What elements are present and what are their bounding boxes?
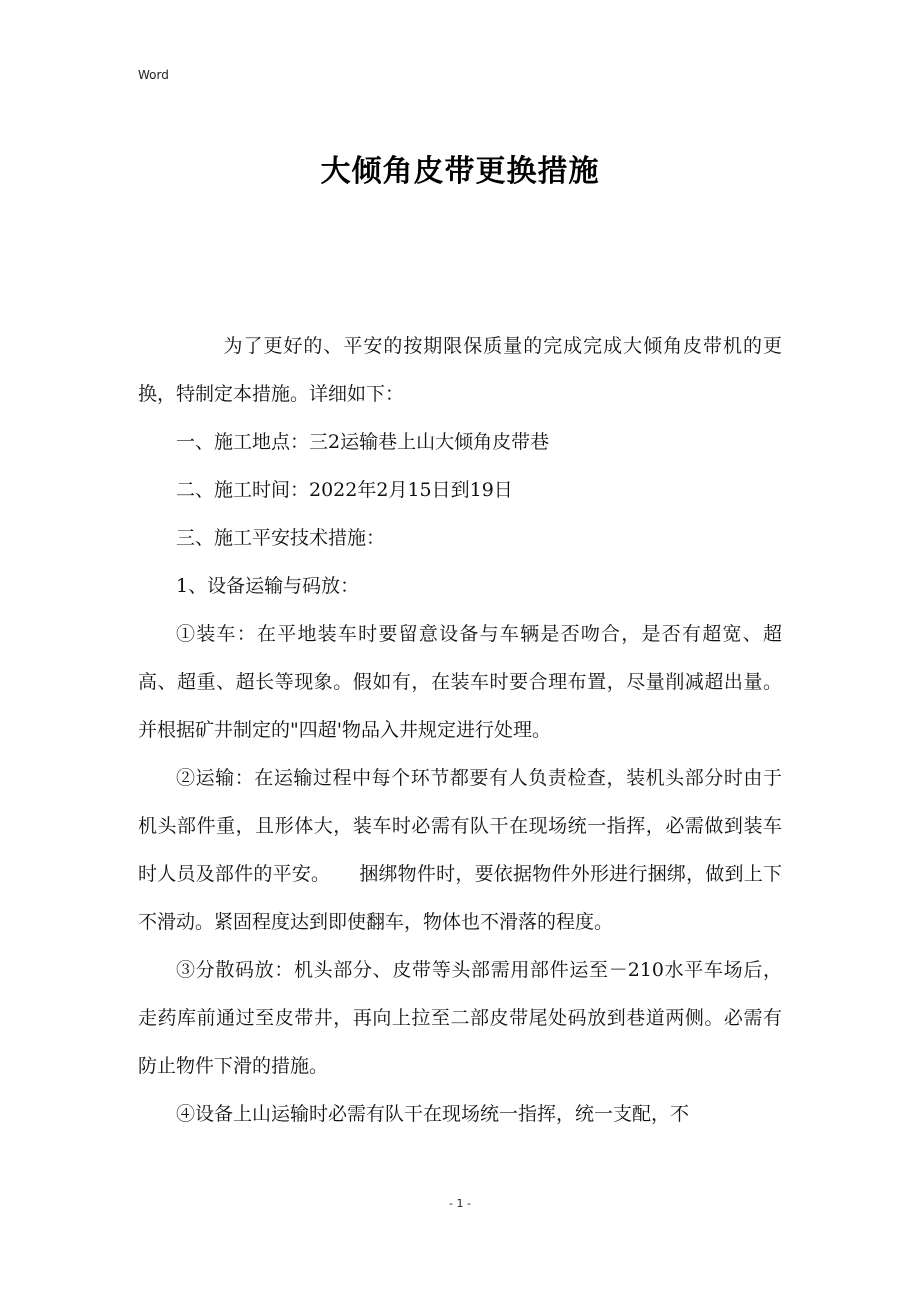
paragraph-time: 二、施工时间：2022年2月15日到19日 <box>176 479 513 501</box>
paragraph-location: 一、施工地点：三2运输巷上山大倾角皮带巷 <box>176 431 550 453</box>
paragraph-stacking: ③分散码放：机头部分、皮带等头部需用部件运至－210水平车场后，走药库前通过至皮带井，再向上拉至二部皮带尾处码放到巷道两侧。必需有防止物件下滑的措施。 <box>138 959 782 1077</box>
paragraph-transport-heading: 1、设备运输与码放： <box>176 575 360 597</box>
paragraph-uphill: ④设备上山运输时必需有队干在现场统一指挥，统一支配，不 <box>176 1103 690 1125</box>
header-label: Word <box>138 68 169 82</box>
document-title: 大倾角皮带更换措施 <box>320 154 600 189</box>
document-body <box>138 322 782 1138</box>
paragraph-transport: ②运输：在运输过程中每个环节都要有人负责检查，装机头部分时由于机头部件重，且形体大，装车时必需有队干在现场统一指挥，必需做到装车时人员及部件的平安。 捆绑物件时，要依据物件外形进行捆绑，做到上下不滑动。紧固程度达到即使翻车，物体也不滑落的程度。 <box>138 767 782 933</box>
paragraph-safety-heading: 三、施工平安技术措施： <box>176 527 386 549</box>
paragraph-intro: 为了更好的、平安的按期限保质量的完成完成大倾角皮带机的更换，特制定本措施。详细如下： <box>138 335 782 405</box>
paragraph-loading: ①装车：在平地装车时要留意设备与车辆是否吻合，是否有超宽、超高、超重、超长等现象。假如有，在装车时要合理布置，尽量削减超出量。并根据矿井制定的"四超'物品入井规定进行处理。 <box>138 623 782 741</box>
page-number: - 1 - <box>449 1197 471 1210</box>
